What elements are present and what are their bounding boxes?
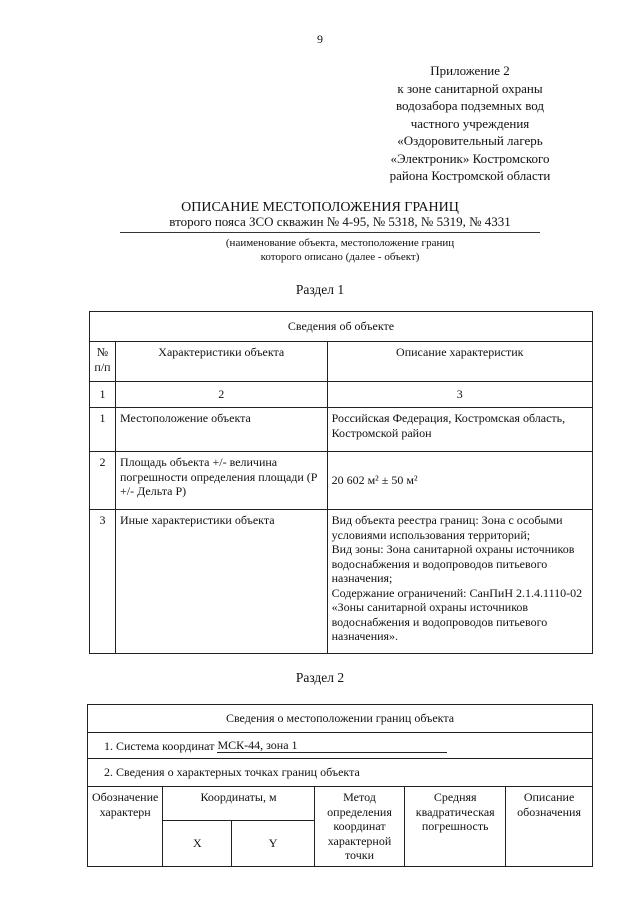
col-number: 1 <box>90 382 116 408</box>
table-title: Сведения о местоположении границ объекта <box>88 705 593 733</box>
row-characteristic: Площадь объекта +/- величина погрешности определения площади (Р +/- Дельта Р) <box>115 452 327 510</box>
col-header-designation: Обозначение характерн <box>88 787 163 867</box>
col-header-description: Описание обозначения <box>506 787 593 867</box>
col-number: 3 <box>327 382 592 408</box>
object-info-table <box>89 311 593 654</box>
section-2-heading: Раздел 2 <box>295 670 345 685</box>
appendix-line: к зоне санитарной охраны <box>397 80 543 96</box>
row-description: 20 602 м² ± 50 м² <box>327 452 592 510</box>
row-no: 1 <box>90 408 116 452</box>
col-header-method: Метод определения координат характерной точки <box>314 787 405 867</box>
row-characteristic: Иные характеристики объекта <box>115 510 327 654</box>
col-header-x: X <box>163 821 232 866</box>
row-description: Российская Федерация, Костромская область, Костромской район <box>327 408 592 452</box>
col-header-description: Описание характеристик <box>327 342 592 382</box>
row-no: 3 <box>90 510 116 654</box>
note-line-2: которого описано (далее - объект) <box>260 251 420 263</box>
col-header-no: № п/п <box>90 342 116 382</box>
document-title: ОПИСАНИЕ МЕСТОПОЛОЖЕНИЯ ГРАНИЦ <box>181 200 459 215</box>
section-1-heading: Раздел 1 <box>295 282 345 297</box>
coordinate-system-label: 1. Система координат <box>104 738 218 753</box>
row-no: 2 <box>90 452 116 510</box>
appendix-line: района Костромской области <box>389 168 551 183</box>
coordinate-system-value: МСК-44, зона 1 <box>217 738 447 754</box>
col-header-coordinates: Координаты, м <box>163 787 314 821</box>
appendix-line: «Электроник» Костромского <box>390 150 550 166</box>
page-number: 9 <box>317 32 323 46</box>
appendix-block <box>370 62 570 185</box>
table-title: Сведения об объекте <box>90 312 593 342</box>
appendix-line: водозабора подземных вод <box>395 98 545 113</box>
row-description <box>327 510 592 654</box>
row-characteristic: Местоположение объекта <box>115 408 327 452</box>
subtitle-note <box>150 236 530 264</box>
appendix-line: Приложение 2 <box>430 63 510 78</box>
description-line: Вид объекта реестра границ: Зона с особыми условиями использования территорий; <box>331 513 563 542</box>
description-line: Вид зоны: Зона санитарной охраны источников водоснабжения и водопроводов питьевого назначения; <box>331 542 575 585</box>
col-number: 2 <box>115 382 327 408</box>
table-row <box>90 452 593 510</box>
points-heading: 2. Сведения о характерных точках границ объекта <box>88 759 593 787</box>
note-line-1: (наименование объекта, местоположение границ <box>225 237 455 249</box>
boundary-location-table <box>87 704 593 867</box>
col-header-error: Средняя квадратическая погрешность <box>405 787 506 867</box>
table-row <box>90 408 593 452</box>
col-header-characteristic: Характеристики объекта <box>115 342 327 382</box>
col-header-y: Y <box>232 821 314 866</box>
document-subtitle: второго пояса ЗСО скважин № 4-95, № 5318, № 5319, № 4331 <box>169 214 511 229</box>
subtitle-underline <box>120 232 540 233</box>
table-row <box>90 510 593 654</box>
description-line: Содержание ограничений: СанПиН 2.1.4.1110-02 «Зоны санитарной охраны источников водоснабжения и водопроводов питьевого назначения». <box>331 585 583 643</box>
appendix-line: частного учреждения <box>410 115 530 131</box>
coordinate-system-row <box>88 733 593 759</box>
appendix-line: «Оздоровительный лагерь <box>397 133 543 148</box>
